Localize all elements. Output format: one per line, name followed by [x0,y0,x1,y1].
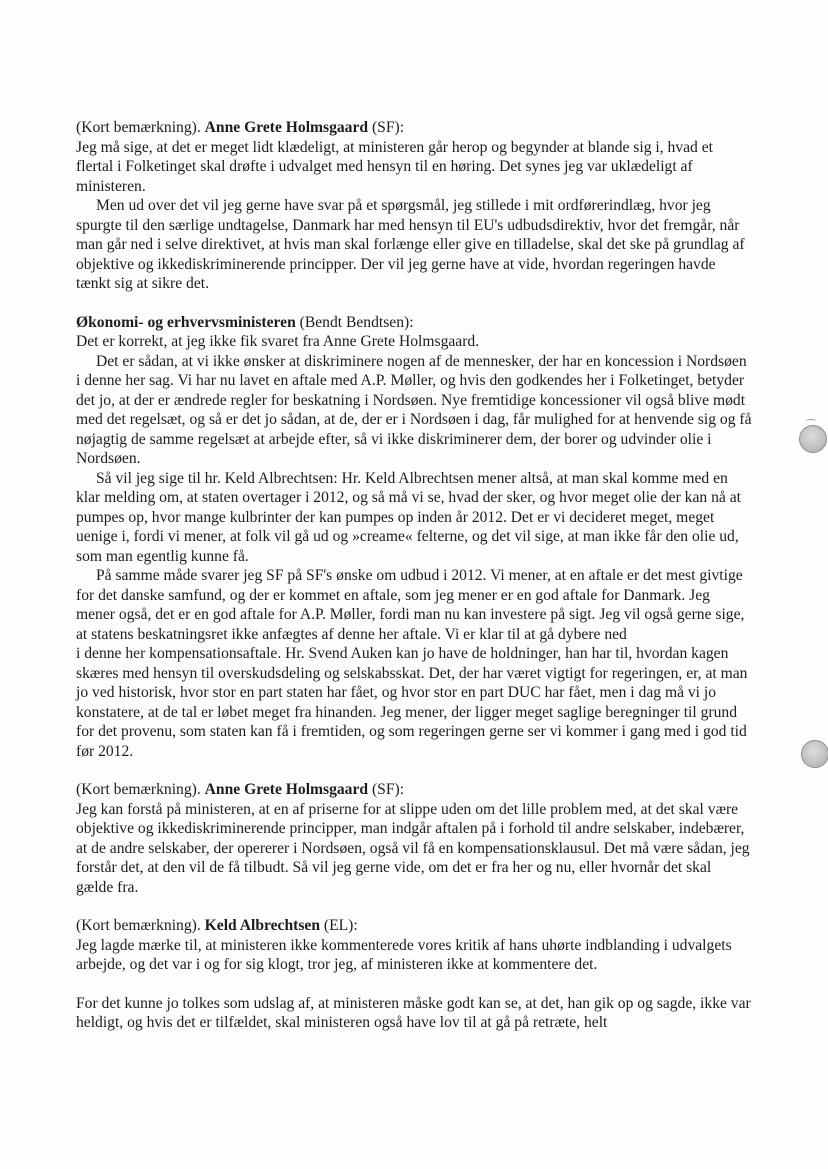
speech-paragraph: På samme måde svarer jeg SF på SF's ønske om udbud i 2012. Vi mener, at en aftale er det mest givtige for det danske samfund, og der er kommet en aftale, som jeg mener er en god aftale for Danmark. Jeg mener også, det er en god aftale for A.P. Møller, fordi man nu kan investere på sigt. Jeg vil også gerne sige, at statens beskatningsret ikke anfægtes af denne her aftale. Vi er klar til at gå dybere ned [76,567,745,643]
speaker-name: Keld Albrechtsen [204,917,321,934]
speaker-name: Økonomi- og erhvervsministeren [76,313,296,331]
speaker-header [76,118,752,138]
speech-section [76,780,752,897]
scan-mark [806,419,816,424]
speech-section [76,916,752,1033]
punch-hole-icon [799,425,827,453]
speech-paragraph: Så vil jeg sige til hr. Keld Albrechtsen: Hr. Keld Albrechtsen mener altså, at man skal komme med en klar melding om, at staten overtager i 2012, og så må vi se, hvad der sker, og hvor meget olie der kan nå at pumpes op, hvor mange kulbrinter der kan pumpes op inden år 2012. Det er vi decideret meget, meget uenige i, fordi vi mener, at folk vil gå ud og »creame« felterne, og det vil sige, at man ikke får den olie ud, som man egentlig kunne få. [76,469,741,565]
speaker-name: Anne Grete Holmsgaard [204,781,369,798]
speaker-party: (EL): [320,917,358,934]
speaker-name: Anne Grete Holmsgaard [204,119,369,136]
speaker-party: (SF): [368,781,405,798]
speaker-party: (Bendt Bendtsen): [295,313,414,331]
speaker-header [76,916,752,936]
speech-paragraph: Det er sådan, at vi ikke ønsker at diskriminere nogen af de mennesker, der har en koncession i Nordsøen i denne her sag. Vi har nu lavet en aftale med A.P. Møller, og hvis den godkendes her i Folketinget, betyder det jo, at der er ændrede regler for beskatning i Nordsøen. Nye fremtidige koncessioner vil også blive mødt med det regelsæt, og så er det jo sådan, at de, der er i Nordsøen i dag, får mulighed for at henvende sig og få nøjagtig de samme regelsæt at arbejde efter, så vi ikke diskriminerer dem, der borer og udvinder olie i Nordsøen. [76,352,752,467]
punch-hole-icon [801,740,828,768]
speech-paragraph: Det er korrekt, at jeg ikke fik svaret fra Anne Grete Holmsgaard. [76,333,480,350]
speaker-header [76,780,752,800]
speech-paragraph: Jeg lagde mærke til, at ministeren ikke kommenterede vores kritik af hans uhørte indblanding i udvalgets arbejde, og det var i og for sig klogt, tror jeg, af ministeren ikke at kommentere det. [76,936,732,973]
remark-type: (Kort bemærkning). [76,119,205,136]
speech-paragraph: i denne her kompensationsaftale. Hr. Svend Auken kan jo have de holdninger, han har til, hvordan kagen skæres med hensyn til overskudsdeling og selskabsskat. Det, der har været vigtigt for regeringen, er, at man jo ved historisk, hvor stor en part staten har fået, og hvor stor en part DUC har fået, men i dag må vi jo konstatere, at de tal er løbet meget fra hinanden. Jeg mener, der ligger meget saglige beregninger til grund for det provenu, som staten kan få i fremtiden, og som regeringen gerne ser vi kommer i gang med i god tid før 2012. [76,645,748,760]
speech-paragraph: Jeg må sige, at det er meget lidt klædeligt, at ministeren går herop og begynder at blande sig i, hvad et flertal i Folketinget skal drøfte i udvalget med hensyn til en høring. Det synes jeg var uklædeligt af ministeren. [76,138,713,195]
remark-type: (Kort bemærkning). [76,781,205,798]
speaker-header [76,313,752,333]
speech-paragraph: For det kunne jo tolkes som udslag af, at ministeren måske godt kan se, at det, han gik op og sagde, ikke var heldigt, og hvis det er tilfældet, skal ministeren også have lov til at gå på retræte, helt [76,994,751,1031]
transcript-body [76,118,752,1033]
remark-type: (Kort bemærkning). [76,917,205,934]
speech-paragraph: Jeg kan forstå på ministeren, at en af priserne for at slippe uden om det lille problem med, at det skal være objektive og ikkediskriminerende principper, man indgår aftalen på i forhold til andre selskaber, indebærer, at de andre selskaber, der opererer i Nordsøen, også vil få en kompensationsklausul. Det må være sådan, jeg forstår det, at den vil de få tilbudt. Så vil jeg gerne vide, om det er fra her og nu, eller hvornår det skal gælde fra. [76,800,750,896]
speech-section [76,118,752,294]
speech-paragraph: Men ud over det vil jeg gerne have svar på et spørgsmål, jeg stillede i mit ordførerindlæg, hvor jeg spurgte til den særlige undtagelse, Danmark har med hensyn til EU's udbudsdirektiv, hvor det fremgår, når man går ned i selve direktivet, at hvis man skal forlænge eller give en tilladelse, skal det ske på grundlag af objektive og ikkediskriminerende principper. Der vil jeg gerne have at vide, hvordan regeringen havde tænkt sig at sikre det. [76,197,745,292]
speech-section [76,313,752,762]
speaker-party: (SF): [368,119,405,136]
